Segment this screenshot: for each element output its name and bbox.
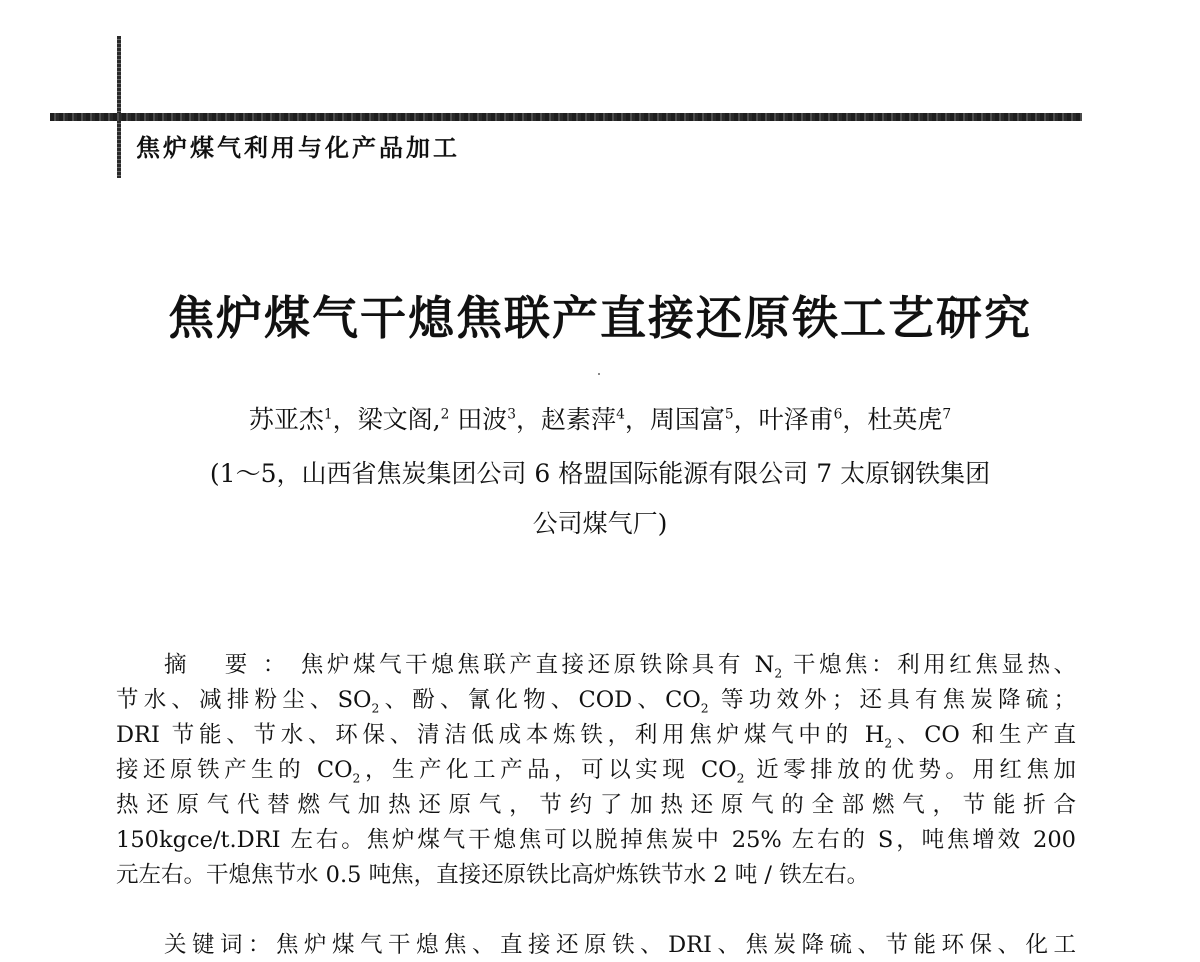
author-separator: ， bbox=[733, 405, 759, 434]
author-affiliation-number: 7 bbox=[942, 406, 952, 423]
author-name: 田波 bbox=[457, 405, 508, 434]
abstract-text: 焦炉煤气干熄焦联产直接还原铁除具有 N bbox=[300, 652, 775, 678]
affiliation-line: (1～5，山西省焦炭集团公司 6 格盟国际能源有限公司 7 太原钢铁集团 bbox=[209, 459, 991, 488]
abstract-text: 近零排放的优势。用红焦加 bbox=[744, 757, 1076, 783]
subscript: 2 bbox=[884, 736, 893, 751]
abstract-text: 等功效外；还具有焦炭降硫； bbox=[708, 687, 1076, 713]
author-separator: ， bbox=[624, 405, 650, 434]
author-name: 赵素萍 bbox=[541, 405, 617, 434]
abstract-text: 接还原铁产生的 CO bbox=[116, 757, 353, 783]
author-affiliation-number: 2 bbox=[440, 406, 450, 423]
author-name: 杜英虎 bbox=[867, 405, 943, 434]
abstract-line bbox=[116, 753, 1076, 787]
running-header-section: 焦炉煤气利用与化产品加工 bbox=[136, 134, 460, 162]
abstract-text: 、酚、氰化物、COD、CO bbox=[379, 687, 701, 713]
author-list bbox=[0, 400, 1200, 436]
abstract-label: 摘 要： bbox=[164, 652, 301, 678]
author-name: 叶泽甫 bbox=[758, 405, 834, 434]
keywords-line: 关键词：焦炉煤气干熄焦、直接还原铁、DRI、焦炭降硫、节能环保、化工 bbox=[164, 932, 1076, 958]
abstract-text: 热还原气代替燃气加热还原气，节约了加热还原气的全部燃气，节能折合 bbox=[116, 792, 1076, 818]
header-vertical-rule bbox=[117, 36, 121, 178]
abstract-text: 干熄焦：利用红焦显热、 bbox=[782, 652, 1077, 678]
abstract-text: DRI 节能、节水、环保、清洁低成本炼铁，利用焦炉煤气中的 H bbox=[116, 722, 885, 748]
abstract-line bbox=[116, 858, 1076, 892]
author-separator: ， bbox=[332, 405, 358, 434]
abstract-text: 、CO 和生产直 bbox=[892, 722, 1076, 748]
subscript: 2 bbox=[736, 771, 745, 786]
abstract-line bbox=[116, 718, 1076, 752]
author-affiliation-number: 1 bbox=[323, 406, 333, 423]
author-affiliation-number: 5 bbox=[724, 406, 734, 423]
paper-title: 焦炉煤气干熄焦联产直接还原铁工艺研究 bbox=[168, 291, 1032, 345]
subscript: 2 bbox=[371, 701, 380, 716]
subscript: 2 bbox=[774, 666, 783, 681]
author-name: 梁文阁, bbox=[357, 405, 441, 434]
abstract-text: 元左右。干熄焦节水 0.5 吨焦，直接还原铁比高炉炼铁节水 2 吨 / 铁左右。 bbox=[116, 862, 870, 888]
author-separator: ， bbox=[842, 405, 868, 434]
subscript: 2 bbox=[700, 701, 709, 716]
header-horizontal-rule bbox=[50, 113, 1082, 121]
author-affiliation-number: 4 bbox=[616, 406, 625, 423]
author-name: 苏亚杰 bbox=[248, 405, 324, 434]
abstract-line bbox=[116, 823, 1076, 857]
abstract-text: 150kgce/t.DRI 左右。焦炉煤气干熄焦可以脱掉焦炭中 25% 左右的 S，吨焦增效 200 bbox=[116, 827, 1076, 853]
author-affiliation-number: 6 bbox=[833, 406, 843, 423]
speck-mark bbox=[598, 373, 600, 375]
affiliation-line: 公司煤气厂) bbox=[532, 509, 668, 538]
author-separator: ， bbox=[516, 405, 542, 434]
subscript: 2 bbox=[352, 771, 361, 786]
author-affiliation-number: 3 bbox=[507, 406, 517, 423]
abstract-line bbox=[164, 648, 1076, 682]
abstract-line bbox=[116, 788, 1076, 822]
author-name: 周国富 bbox=[649, 405, 725, 434]
abstract-text: ，生产化工产品，可以实现 CO bbox=[360, 757, 737, 783]
abstract-text: 节水、减排粉尘、SO bbox=[116, 687, 372, 713]
abstract-line bbox=[116, 683, 1076, 717]
